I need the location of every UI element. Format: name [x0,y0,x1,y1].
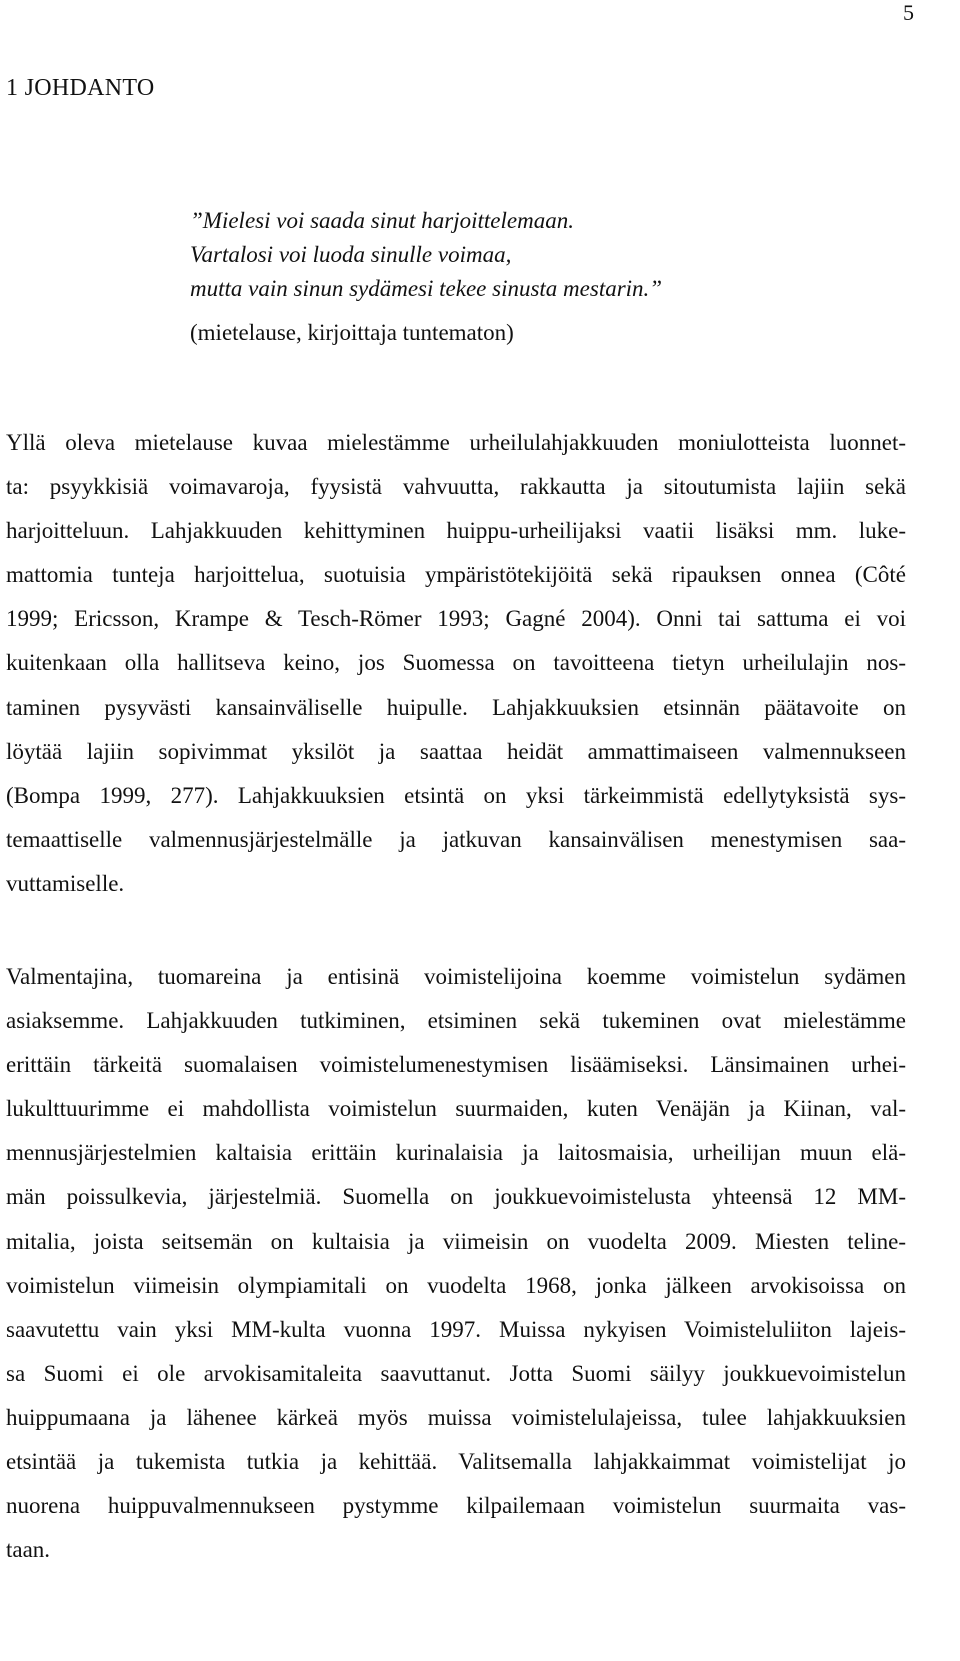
text-line: huippumaana ja lähenee kärkeä myös muissa voimistelulajeissa, tulee lahjakkuuksien [6,1404,906,1430]
text-line: saavutettu vain yksi MM-kulta vuonna 1997. Muissa nykyisen Voimisteluliiton lajeis- [6,1316,906,1342]
text-line: Valmentajina, tuomareina ja entisinä voimistelijoina koemme voimistelun sydämen [6,964,906,989]
text-line: ta: psyykkisiä voimavaroja, fyysistä vahvuutta, rakkautta ja sitoutumista lajiin sekä [6,474,906,500]
text-line: 1999; Ericsson, Krampe & Tesch-Römer 1993; Gagné 2004). Onni tai sattuma ei voi [6,606,906,632]
text-line: mattomia tunteja harjoittelua, suotuisia ympäristötekijöitä sekä ripauksen onnea (Côté [6,562,906,588]
text-line: (Bompa 1999, 277). Lahjakkuuksien etsintä on yksi tärkeimmistä edellytyksistä sys- [6,782,906,808]
text-line: män poissulkevia, järjestelmiä. Suomella on joukkuevoimistelusta yhteensä 12 MM- [6,1184,906,1210]
text-line: löytää lajiin sopivimmat yksilöt ja saattaa heidät ammattimaiseen valmennukseen [6,738,906,764]
epigraph-line: Vartalosi voi luoda sinulle voimaa, [190,242,512,267]
page-number: 5 [903,0,914,25]
chapter-heading: 1 JOHDANTO [6,75,155,101]
text-line: mitalia, joista seitsemän on kultaisia ja viimeisin on vuodelta 2009. Miesten teline- [6,1228,906,1254]
text-line: kuitenkaan olla hallitseva keino, jos Suomessa on tavoitteena tietyn urheilulajin nos- [6,650,906,676]
text-line: erittäin tärkeitä suomalaisen voimistelumenestymisen lisäämiseksi. Länsimainen urhei- [6,1052,906,1078]
text-line: lukulttuurimme ei mahdollista voimistelun suurmaiden, kuten Venäjän ja Kiinan, val- [6,1096,906,1122]
text-line: Yllä oleva mietelause kuvaa mielestämme urheilulahjakkuuden moniulotteista luonnet- [6,430,906,455]
epigraph-line: ”Mielesi voi saada sinut harjoittelemaan. [190,208,574,233]
text-line: sa Suomi ei ole arvokisamitaleita saavuttanut. Jotta Suomi säilyy joukkuevoimistelun [6,1360,906,1386]
paragraph-1 [6,421,906,906]
text-line: taan. [6,1537,51,1563]
text-line: mennusjärjestelmien kaltaisia erittäin kurinalaisia ja laitosmaisia, urheilijan muun elä- [6,1140,906,1166]
paragraph-2 [6,955,906,1572]
epigraph-attribution: (mietelause, kirjoittaja tuntematon) [190,320,514,345]
text-line: etsintää ja tukemista tutkia ja kehittää. Valitsemalla lahjakkaimmat voimistelijat jo [6,1449,906,1475]
text-line: voimistelun viimeisin olympiamitali on vuodelta 1968, jonka jälkeen arvokisoissa on [6,1272,906,1298]
text-line: nuorena huippuvalmennukseen pystymme kilpailemaan voimistelun suurmaita vas- [6,1493,906,1519]
text-line: harjoitteluun. Lahjakkuuden kehittyminen huippu-urheilijaksi vaatii lisäksi mm. luke- [6,518,906,544]
text-line: vuttamiselle. [6,870,125,896]
epigraph-line: mutta vain sinun sydämesi tekee sinusta mestarin.” [190,276,663,301]
text-line: asiaksemme. Lahjakkuuden tutkiminen, etsiminen sekä tukeminen ovat mielestämme [6,1008,906,1034]
epigraph [190,204,662,350]
text-line: temaattiselle valmennusjärjestelmälle ja jatkuvan kansainvälisen menestymisen saa- [6,826,906,852]
text-line: taminen pysyvästi kansainväliselle huipulle. Lahjakkuuksien etsinnän päätavoite on [6,694,906,720]
